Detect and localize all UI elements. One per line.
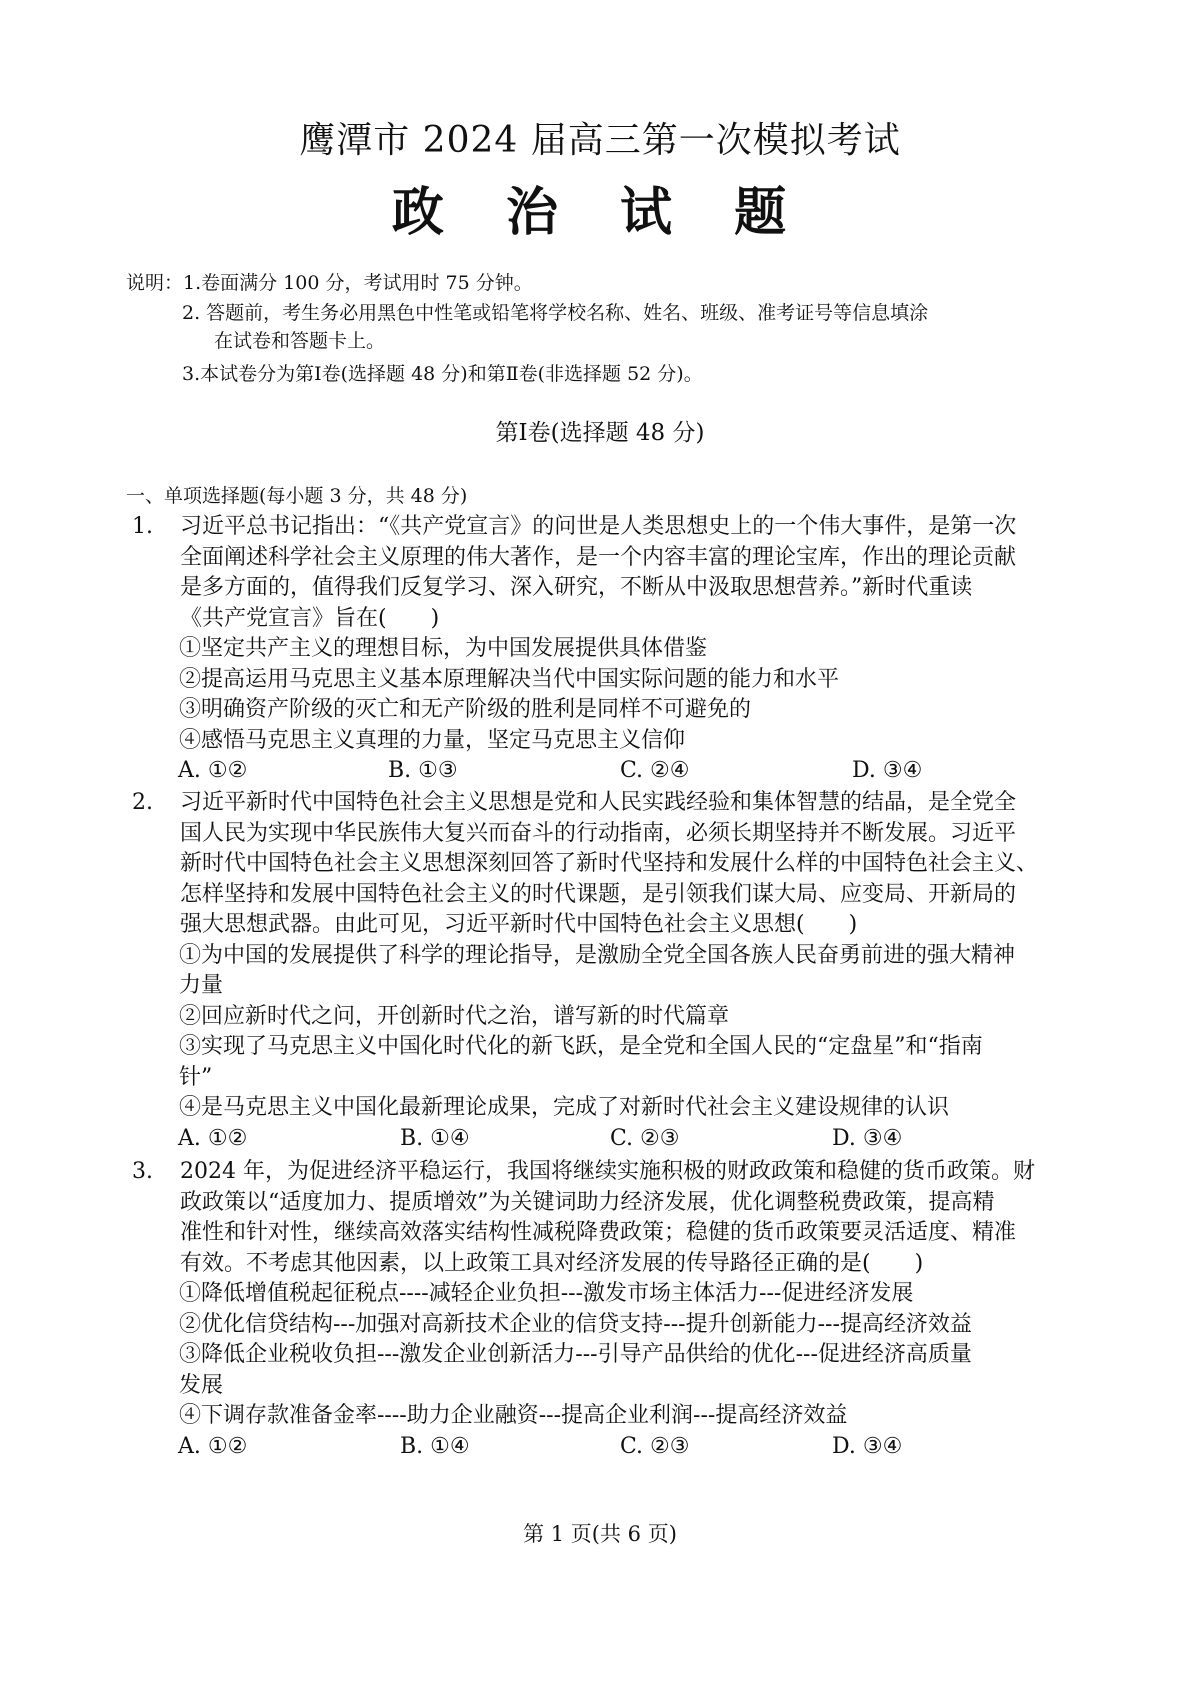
answer-choices (126, 1124, 1086, 1155)
choice-b: B. ①③ (388, 758, 458, 783)
question-stem-line: 是多方面的，值得我们反复学习、深入研究，不断从中汲取思想营养。”新时代重读 (180, 575, 973, 600)
choice-d: D. ③④ (832, 1125, 903, 1151)
choice-a: A. ①② (178, 1125, 248, 1151)
choice-a: A. ①② (178, 758, 248, 783)
instruction-line-1: 说明：1.卷面满分 100 分，考试用时 75 分钟。 (126, 272, 533, 294)
question-number: 3. (132, 1159, 153, 1184)
question-stem-line: 强大思想武器。由此可见，习近平新时代中国特色社会主义思想( ) (180, 912, 858, 937)
question-stem-line: 习近平总书记指出：“《共产党宣言》的问世是人类思想史上的一个伟大事件，是第一次 (180, 514, 1017, 539)
statement-option: ④感悟马克思主义真理的力量，坚定马克思主义信仰 (179, 727, 686, 753)
section-title: 第Ⅰ卷(选择题 48 分) (495, 420, 705, 446)
statement-option-cont: 发展 (179, 1372, 224, 1398)
choice-b: B. ①④ (400, 1125, 470, 1151)
choice-b: B. ①④ (400, 1433, 470, 1459)
statement-option: ①坚定共产主义的理想目标，为中国发展提供具体借鉴 (179, 636, 708, 661)
question-number: 2. (132, 790, 153, 815)
choice-c: C. ②④ (620, 758, 690, 783)
question-3 (126, 1157, 1086, 1462)
statement-option: ③明确资产阶级的灭亡和无产阶级的胜利是同样不可避免的 (179, 697, 752, 722)
statement-option: ①降低增值税起征税点----减轻企业负担---激发市场主体活力---促进经济发展 (179, 1281, 914, 1306)
question-stem-line: 2024 年，为促进经济平稳运行，我国将继续实施积极的财政政策和稳健的货币政策。财 (180, 1159, 1035, 1184)
choice-c: C. ②③ (610, 1125, 680, 1151)
statement-option: ④是马克思主义中国化最新理论成果，完成了对新时代社会主义建设规律的认识 (179, 1095, 950, 1120)
instruction-line-3: 3.本试卷分为第Ⅰ卷(选择题 48 分)和第Ⅱ卷(非选择题 52 分)。 (182, 363, 703, 385)
question-stem-line: 政政策以“适度加力、提质增效”为关键词助力经济发展，优化调整税费政策，提高精 (180, 1189, 995, 1215)
subject-title: 政 治 试 题 (391, 182, 809, 243)
choice-d: D. ③④ (852, 758, 923, 783)
statement-option-cont: 力量 (179, 973, 224, 998)
question-stem-line: 准性和针对性，继续高效落实结构性减税降费政策；稳健的货币政策要灵活适度、精准 (180, 1220, 1017, 1245)
statement-option: ③降低企业税收负担---激发企业创新活力---引导产品供给的优化---促进经济高质量 (179, 1342, 972, 1367)
question-stem-line: 怎样坚持和发展中国特色社会主义的时代课题，是引领我们谋大局、应变局、开新局的 (180, 881, 1017, 907)
statement-option: ②提高运用马克思主义基本原理解决当代中国实际问题的能力和水平 (179, 666, 840, 692)
choice-c: C. ②③ (620, 1433, 690, 1459)
question-1 (126, 512, 1086, 787)
answer-choices (126, 1432, 1086, 1463)
question-number: 1. (132, 514, 153, 539)
question-stem-line: 全面阐述科学社会主义原理的伟大著作，是一个内容丰富的理论宝库，作出的理论贡献 (180, 544, 1017, 570)
question-stem-line: 习近平新时代中国特色社会主义思想是党和人民实践经验和集体智慧的结晶，是全党全 (180, 790, 1017, 815)
question-stem-line: 《共产党宣言》旨在( ) (180, 605, 440, 631)
question-stem-line: 国人民为实现中华民族伟大复兴而奋斗的行动指南，必须长期坚持并不断发展。习近平 (180, 820, 1017, 846)
question-stem-line: 新时代中国特色社会主义思想深刻回答了新时代坚持和发展什么样的中国特色社会主义、 (180, 851, 1039, 876)
statement-option-cont: 针” (179, 1064, 213, 1090)
instruction-line-2-cont: 在试卷和答题卡上。 (214, 330, 386, 352)
statement-option: ①为中国的发展提供了科学的理论指导，是激励全党全国各族人民奋勇前进的强大精神 (179, 942, 1016, 968)
statement-option: ④下调存款准备金率----助力企业融资---提高企业利润---提高经济效益 (179, 1403, 848, 1428)
question-stem-line: 有效。不考虑其他因素，以上政策工具对经济发展的传导路径正确的是( ) (180, 1250, 924, 1276)
part-title: 一、单项选择题(每小题 3 分，共 48 分) (126, 485, 468, 507)
question-2 (126, 788, 1086, 1154)
statement-option: ②回应新时代之问，开创新时代之治，谱写新的时代篇章 (179, 1003, 730, 1029)
exam-title: 鹰潭市 2024 届高三第一次模拟考试 (299, 120, 901, 161)
instruction-line-2: 2. 答题前，考生务必用黑色中性笔或铅笔将学校名称、姓名、班级、准考证号等信息填涂 (182, 302, 929, 324)
choice-d: D. ③④ (832, 1433, 903, 1459)
statement-option: ③实现了马克思主义中国化时代化的新飞跃，是全党和全国人民的“定盘星”和“指南 (179, 1034, 983, 1059)
page-number: 第 1 页(共 6 页) (523, 1522, 677, 1546)
statement-option: ②优化信贷结构---加强对高新技术企业的信贷支持---提升创新能力---提高经济效益 (179, 1311, 972, 1337)
answer-choices (126, 756, 1086, 787)
choice-a: A. ①② (178, 1433, 248, 1459)
